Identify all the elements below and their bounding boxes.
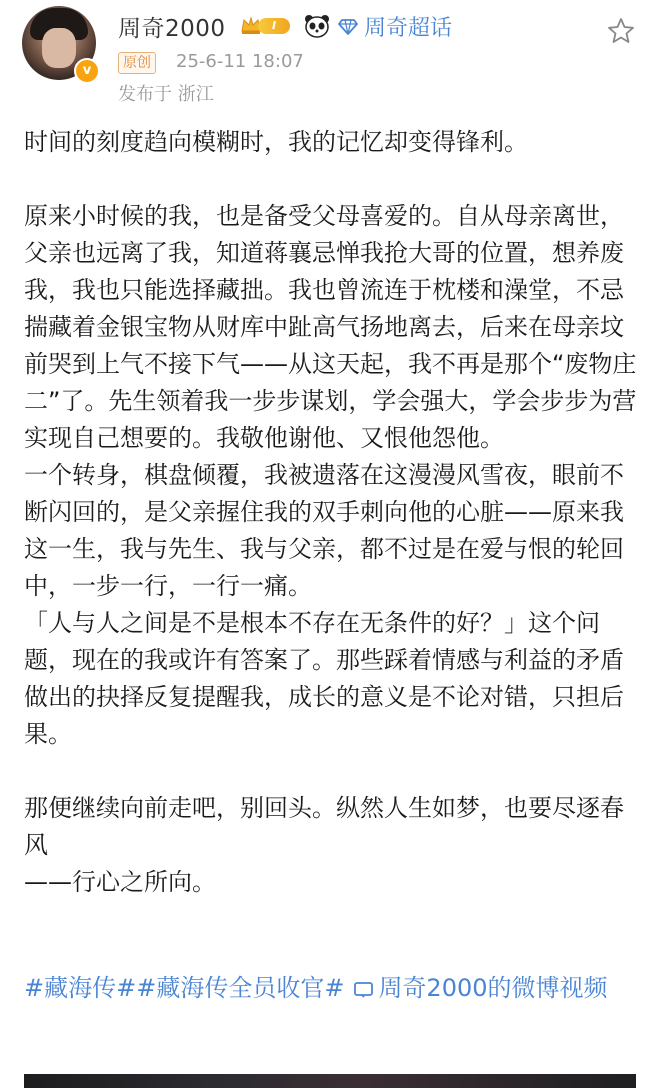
- post-paragraph: 那便继续向前走吧，别回头。纵然人生如梦，也要尽逐春风: [24, 794, 624, 859]
- supertopic-link[interactable]: [338, 12, 452, 40]
- video-icon: [354, 980, 374, 998]
- tags-line: [24, 970, 640, 1007]
- avatar-face: [42, 28, 76, 68]
- media-preview[interactable]: [24, 1074, 636, 1088]
- panda-icon: [304, 14, 330, 38]
- post-paragraph: 时间的刻度趋向模糊时，我的记忆却变得锋利。: [24, 128, 528, 156]
- post-paragraph: 原来小时候的我，也是备受父母喜爱的。自从母亲离世，父亲也远离了我，知道蒋襄忌惮我抢大哥的位置，想养废我，我也只能选择藏拙。我也曾流连于枕楼和澡堂，不忌揣藏着金银宝物从财库中趾高气扬地离去，后来在母亲坟前哭到上气不接下气——从这天起，我不再是那个“废物庄二”了。先生领着我一步步谋划，学会强大，学会步步为营实现自己想要的。我敬他谢他、又恨他怨他。: [24, 202, 637, 452]
- post-header: [0, 0, 660, 110]
- vip-level: I: [258, 18, 290, 34]
- post-timestamp: 25-6-11 18:07: [176, 51, 304, 72]
- verified-icon: v: [74, 58, 100, 84]
- post-paragraph: 「人与人之间是不是根本不存在无条件的好？」这个问题，现在的我或许有答案了。那些踩着情感与利益的矛盾做出的抉择反复提醒我，成长的意义是不论对错，只担后果。: [24, 609, 624, 748]
- paragraph-gap: [24, 161, 640, 198]
- post-paragraph: 一个转身，棋盘倾覆，我被遗落在这漫漫风雪夜，眼前不断闪回的，是父亲握住我的双手刺向他的心脏——原来我这一生，我与先生、我与父亲，都不过是在爱与恨的轮回中，一步一行，一行一痛。: [24, 461, 624, 600]
- paragraph-gap: [24, 753, 640, 790]
- hashtag-link[interactable]: #藏海传#: [24, 974, 137, 1002]
- vip-badge[interactable]: [240, 14, 296, 38]
- original-tag: 原创: [118, 52, 156, 74]
- hashtag-link[interactable]: #藏海传全员收官#: [136, 974, 345, 1002]
- diamond-icon: [338, 16, 358, 36]
- author-name[interactable]: 周奇2000: [118, 16, 226, 42]
- video-link[interactable]: 周奇2000的微博视频: [378, 974, 608, 1002]
- supertopic-label: 周奇超话: [364, 15, 453, 41]
- post-location: 发布于 浙江: [118, 84, 214, 105]
- post-paragraph: ——行心之所向。: [24, 868, 216, 896]
- post-body: [24, 124, 640, 901]
- star-icon[interactable]: [606, 16, 636, 46]
